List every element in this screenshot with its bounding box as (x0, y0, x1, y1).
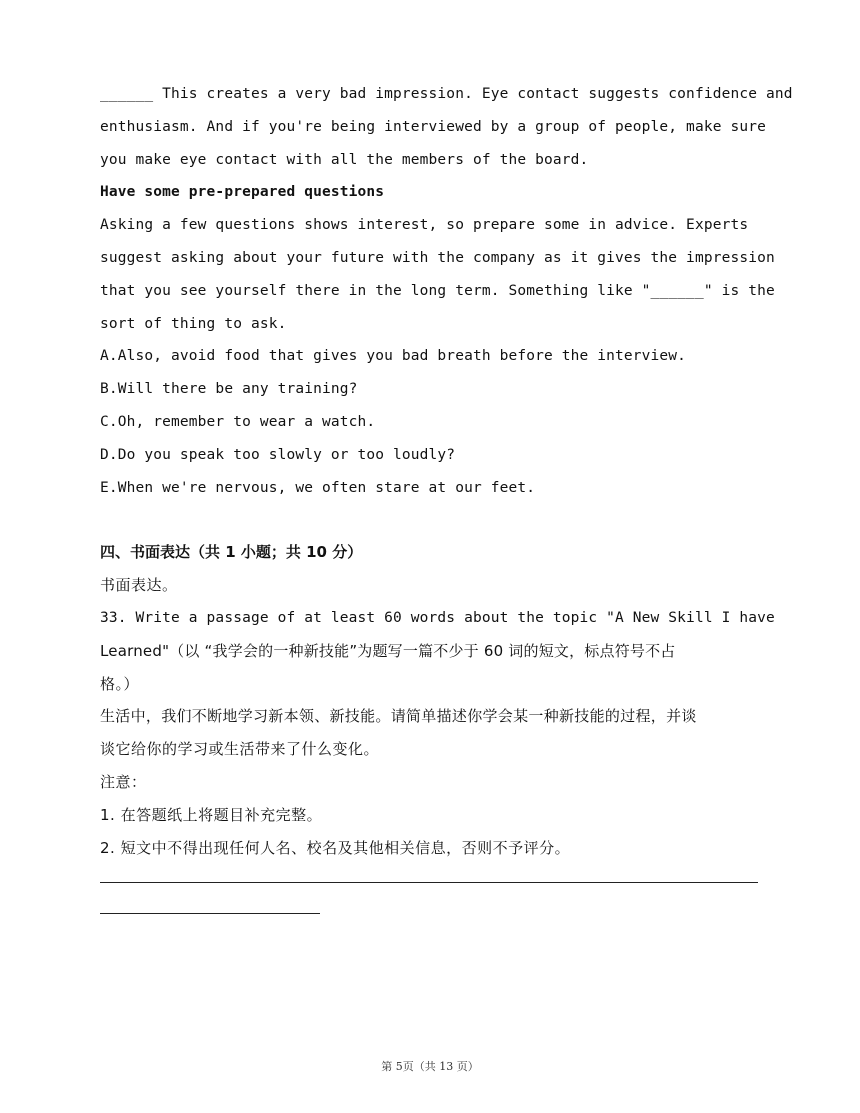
option-a: A.Also, avoid food that gives you bad breath before the interview. (100, 348, 687, 365)
question-33-line: Learned"（以 “我学会的一种新技能”为题写一篇不少于 60 词的短文，标点符号不占 (100, 641, 676, 660)
question-33-line: 33. Write a passage of at least 60 words about the topic "A New Skill I have (100, 609, 775, 626)
answer-line (100, 882, 758, 883)
questions-paragraph (100, 209, 775, 340)
option-b: B.Will there be any training? (100, 381, 358, 398)
note-item: 1. 在答题纸上将题目补充完整。 (100, 805, 323, 824)
section-gap (100, 504, 758, 536)
passage-line: enthusiasm. And if you're being interviewed by a group of people, make sure (100, 118, 766, 135)
paragraph-line: sort of thing to ask. (100, 315, 287, 332)
page-footer: 第 5页（共 13 页） (381, 1060, 479, 1073)
passage-end (100, 78, 793, 176)
answer-line (100, 913, 320, 914)
option-e: E.When we're nervous, we often stare at our feet. (100, 479, 536, 496)
section-intro: 书面表达。 (100, 576, 178, 595)
section-heading: 四、书面表达（共 1 小题；共 10 分） (100, 543, 363, 562)
task-description: 生活中，我们不断地学习新本领、新技能。请简单描述你学会某一种新技能的过程，并谈 (100, 707, 697, 726)
paragraph-line: that you see yourself there in the long term. Something like "______" is the (100, 282, 775, 299)
section-writing (100, 536, 775, 914)
options-list (100, 340, 758, 504)
subheading: Have some pre-prepared questions (100, 184, 385, 201)
option-c: C.Oh, remember to wear a watch. (100, 413, 376, 430)
option-d: D.Do you speak too slowly or too loudly? (100, 446, 456, 463)
question-33-line: 格。） (100, 674, 140, 693)
page-content (100, 78, 793, 914)
passage-line: you make eye contact with all the members of the board. (100, 151, 589, 168)
note-item: 2. 短文中不得出现任何人名、校名及其他相关信息，否则不予评分。 (100, 838, 571, 857)
task-description: 谈它给你的学习或生活带来了什么变化。 (100, 740, 380, 759)
paragraph-line: Asking a few questions shows interest, so prepare some in advice. Experts (100, 217, 749, 234)
paragraph-line: suggest asking about your future with the company as it gives the impression (100, 249, 775, 266)
notes-label: 注意： (100, 772, 147, 791)
passage-line: ______ This creates a very bad impression. Eye contact suggests confidence and (100, 86, 793, 102)
